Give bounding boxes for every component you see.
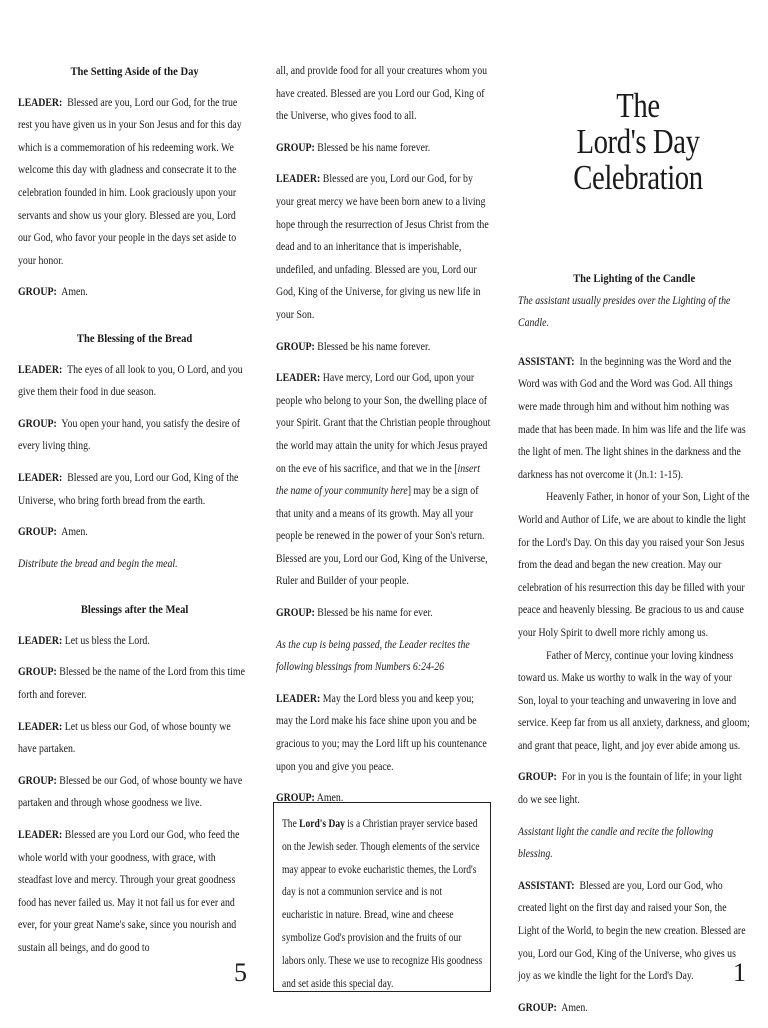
section-title-blessings-after-meal: Blessings after the Meal xyxy=(80,602,189,617)
role-label: GROUP: xyxy=(18,666,57,679)
group-paragraph xyxy=(518,766,750,811)
paragraph-text: Amen. xyxy=(561,1001,588,1014)
note-lead: The xyxy=(282,818,300,830)
title-line: The xyxy=(616,86,660,125)
paragraph-text: Blessed be the name of the Lord from this time forth and forever. xyxy=(18,666,245,702)
title-line: Celebration xyxy=(573,158,703,197)
role-label: GROUP: xyxy=(18,526,57,539)
role-label: LEADER: xyxy=(18,363,63,376)
middle-column xyxy=(276,60,492,819)
leader-paragraph xyxy=(18,92,251,273)
group-paragraph xyxy=(18,661,251,706)
page-number: 1 xyxy=(733,958,746,987)
document-title xyxy=(564,88,712,196)
section-title-blessing-bread: The Blessing of the Bread xyxy=(76,330,193,345)
group-paragraph xyxy=(276,336,492,359)
note-body: is a Christian prayer service based on the Jewish seder. Though elements of the service may appear to evoke eucharistic themes, the Lord's day is not a communion service and is not eucharistic in nature. Bread, wine and cheese symbolize God's provision and the fruits of our labors only. These we use to recognize His goodness and set aside this special day. xyxy=(282,818,483,990)
instruction-text: The assistant usually presides over the Lighting of the Candle. xyxy=(518,294,731,330)
role-label: GROUP: xyxy=(18,417,57,430)
group-paragraph xyxy=(18,770,251,815)
role-label: LEADER: xyxy=(276,173,321,186)
role-label: GROUP: xyxy=(18,774,57,787)
paragraph-text: Blessed be his name forever. xyxy=(317,141,431,154)
paragraph-text: Blessed are you Lord our God, who feed the whole world with your goodness, with grace, with steadfast love and mercy. Through your great goodness food has never failed us. May it not fail us for ever and ever, for your great Name's sake, since you nourish and sustain all beings, and do good to xyxy=(18,829,240,954)
group-paragraph xyxy=(276,137,492,160)
paragraph-text: Let us bless the Lord. xyxy=(64,634,150,647)
service-note-box xyxy=(273,802,491,992)
role-label: LEADER: xyxy=(276,692,321,705)
leader-paragraph xyxy=(18,467,251,512)
paragraph-text: Blessed be his name forever. xyxy=(317,340,431,353)
paragraph-text: Blessed are you, Lord our God, for the true rest you have given us in your Son Jesus and for this day which is a commemoration of his redeeming work. We welcome this day with gladness and consecrate it to the celebration founded in him. Look graciously upon your servants and show us your glory. Blessed are you, Lord our God, who favor your people in the days set aside to your honor. xyxy=(18,96,242,267)
section-title-lighting-candle: The Lighting of the Candle xyxy=(573,271,696,285)
role-label: LEADER: xyxy=(18,829,63,842)
leader-paragraph xyxy=(276,688,492,778)
paragraph-text: Let us bless our God, of whose bounty we have partaken. xyxy=(18,720,231,756)
leader-paragraph xyxy=(276,168,492,326)
paragraph-text: Blessed are you, Lord our God, who created light on the first day and raised your Son, the Light of the World, to begin the new creation. Blessed are you, Lord our God, King of the Universe, who gives us joy as we kindle the light for the Lord's Day. xyxy=(518,879,746,983)
role-label: GROUP: xyxy=(518,771,557,784)
leader-paragraph xyxy=(18,630,251,653)
paragraph-text: For in you is the fountain of life; in your light do we see light. xyxy=(518,771,742,807)
leader-paragraph xyxy=(18,824,251,960)
page-number: 5 xyxy=(234,958,247,987)
paragraph-text: Amen. xyxy=(316,792,344,805)
paragraph-text: ] may be a sign of that unity and a means of its growth. May all your people be renewed in the power of your Son's return. Blessed are you, Lord our God, King of the Universe, Ruler and Builder of your people. xyxy=(276,485,488,588)
paragraph-text: Blessed are you, Lord our God, King of the Universe, who bring forth bread from the earth. xyxy=(18,471,239,507)
paragraph-text: The eyes of all look to you, O Lord, and you give them their food in due season. xyxy=(18,363,243,399)
role-label: GROUP: xyxy=(518,1001,557,1014)
group-paragraph xyxy=(18,281,251,304)
paragraph-text: May the Lord bless you and keep you; may the Lord make his face shine upon you and be gracious to you; may the Lord lift up his countenance upon you and give you peace. xyxy=(276,692,487,773)
paragraph-text: Amen. xyxy=(61,286,88,299)
lords-day-name: Lord's Day xyxy=(299,818,345,830)
group-paragraph xyxy=(18,521,251,544)
instruction-text: Assistant light the candle and recite the following blessing. xyxy=(518,825,714,861)
prayer-paragraph: Heavenly Father, in honor of your Son, Light of the World and Author of Life, we are about to kindle the light for the Lord's Day. On this day you raised your Son Jesus from the dead and began the new creation. May our celebration of his resurrection this day be filled with your peace and heavenly blessing. Be gracious to us and cause your Holy Spirit to dwell more richly among us. xyxy=(518,491,750,639)
instruction-text: As the cup is being passed, the Leader recites the following blessings from Numbers 6:24-26 xyxy=(276,638,470,674)
role-label: GROUP: xyxy=(18,286,57,299)
role-label: ASSISTANT: xyxy=(518,355,575,368)
title-line: Lord's Day xyxy=(576,122,700,161)
right-column xyxy=(518,267,750,1028)
section-title-setting-aside: The Setting Aside of the Day xyxy=(70,64,199,78)
role-label: LEADER: xyxy=(18,720,63,733)
role-label: LEADER: xyxy=(276,372,321,385)
group-paragraph xyxy=(18,413,251,458)
role-label: GROUP: xyxy=(276,792,315,805)
assistant-paragraph xyxy=(518,875,750,988)
paragraph-text: Blessed be our God, of whose bounty we have partaken and through whose goodness we live. xyxy=(18,774,243,810)
community-insert-text: insert the name of your community here xyxy=(276,462,480,498)
continued-paragraph: all, and provide food for all your creatures whom you have created. Blessed are you Lord our God, King of the Universe, who gives food to all. xyxy=(276,65,488,123)
leader-paragraph xyxy=(18,716,251,761)
role-label: GROUP: xyxy=(276,607,315,620)
paragraph-text: Have mercy, Lord our God, upon your people who belong to your Son, the dwelling place of your Spirit. Grant that the Christian people throughout the world may attain the unity for which Jesus prayed on the eve of his sacrifice, and that we in the [ xyxy=(276,372,491,475)
paragraph-text: In the beginning was the Word and the Word was with God and the Word was God. All things were made through him and without him nothing was made that has been made. In him was life and the life was the light of men. The light shines in the darkness and the darkness has not overcome it (Jn.1: 1-15). xyxy=(518,355,746,481)
paragraph-text: Blessed be his name for ever. xyxy=(317,607,433,620)
service-note-text xyxy=(282,813,483,995)
role-label: ASSISTANT: xyxy=(518,879,575,892)
leader-paragraph xyxy=(276,367,492,593)
assistant-paragraph xyxy=(518,351,750,487)
role-label: GROUP: xyxy=(276,141,315,154)
prayer-paragraph: Father of Mercy, continue your loving kindness toward us. Make us worthy to walk in the way of your Son, loyal to your teaching and unwavering in love and service. Keep far from us all anxiety, darkness, and gloom; and grant that peace, light, and joy ever abide among us. xyxy=(518,649,750,752)
instruction-text: Distribute the bread and begin the meal. xyxy=(18,557,178,570)
role-label: GROUP: xyxy=(276,340,315,353)
paragraph-text: Blessed are you, Lord our God, for by your great mercy we have been born anew to a living hope through the resurrection of Jesus Christ from the dead and to an inheritance that is imperishable, undefiled, and unfading. Blessed are you, Lord our God, King of the Universe, for giving us new life in your Son. xyxy=(276,173,489,321)
role-label: LEADER: xyxy=(18,96,63,109)
group-paragraph xyxy=(518,997,750,1020)
group-paragraph xyxy=(276,602,492,625)
role-label: LEADER: xyxy=(18,634,63,647)
paragraph-text: You open your hand, you satisfy the desire of every living thing. xyxy=(18,417,241,453)
role-label: LEADER: xyxy=(18,471,63,484)
paragraph-text: Amen. xyxy=(61,526,88,539)
leader-paragraph xyxy=(18,359,251,404)
left-column xyxy=(18,60,251,969)
